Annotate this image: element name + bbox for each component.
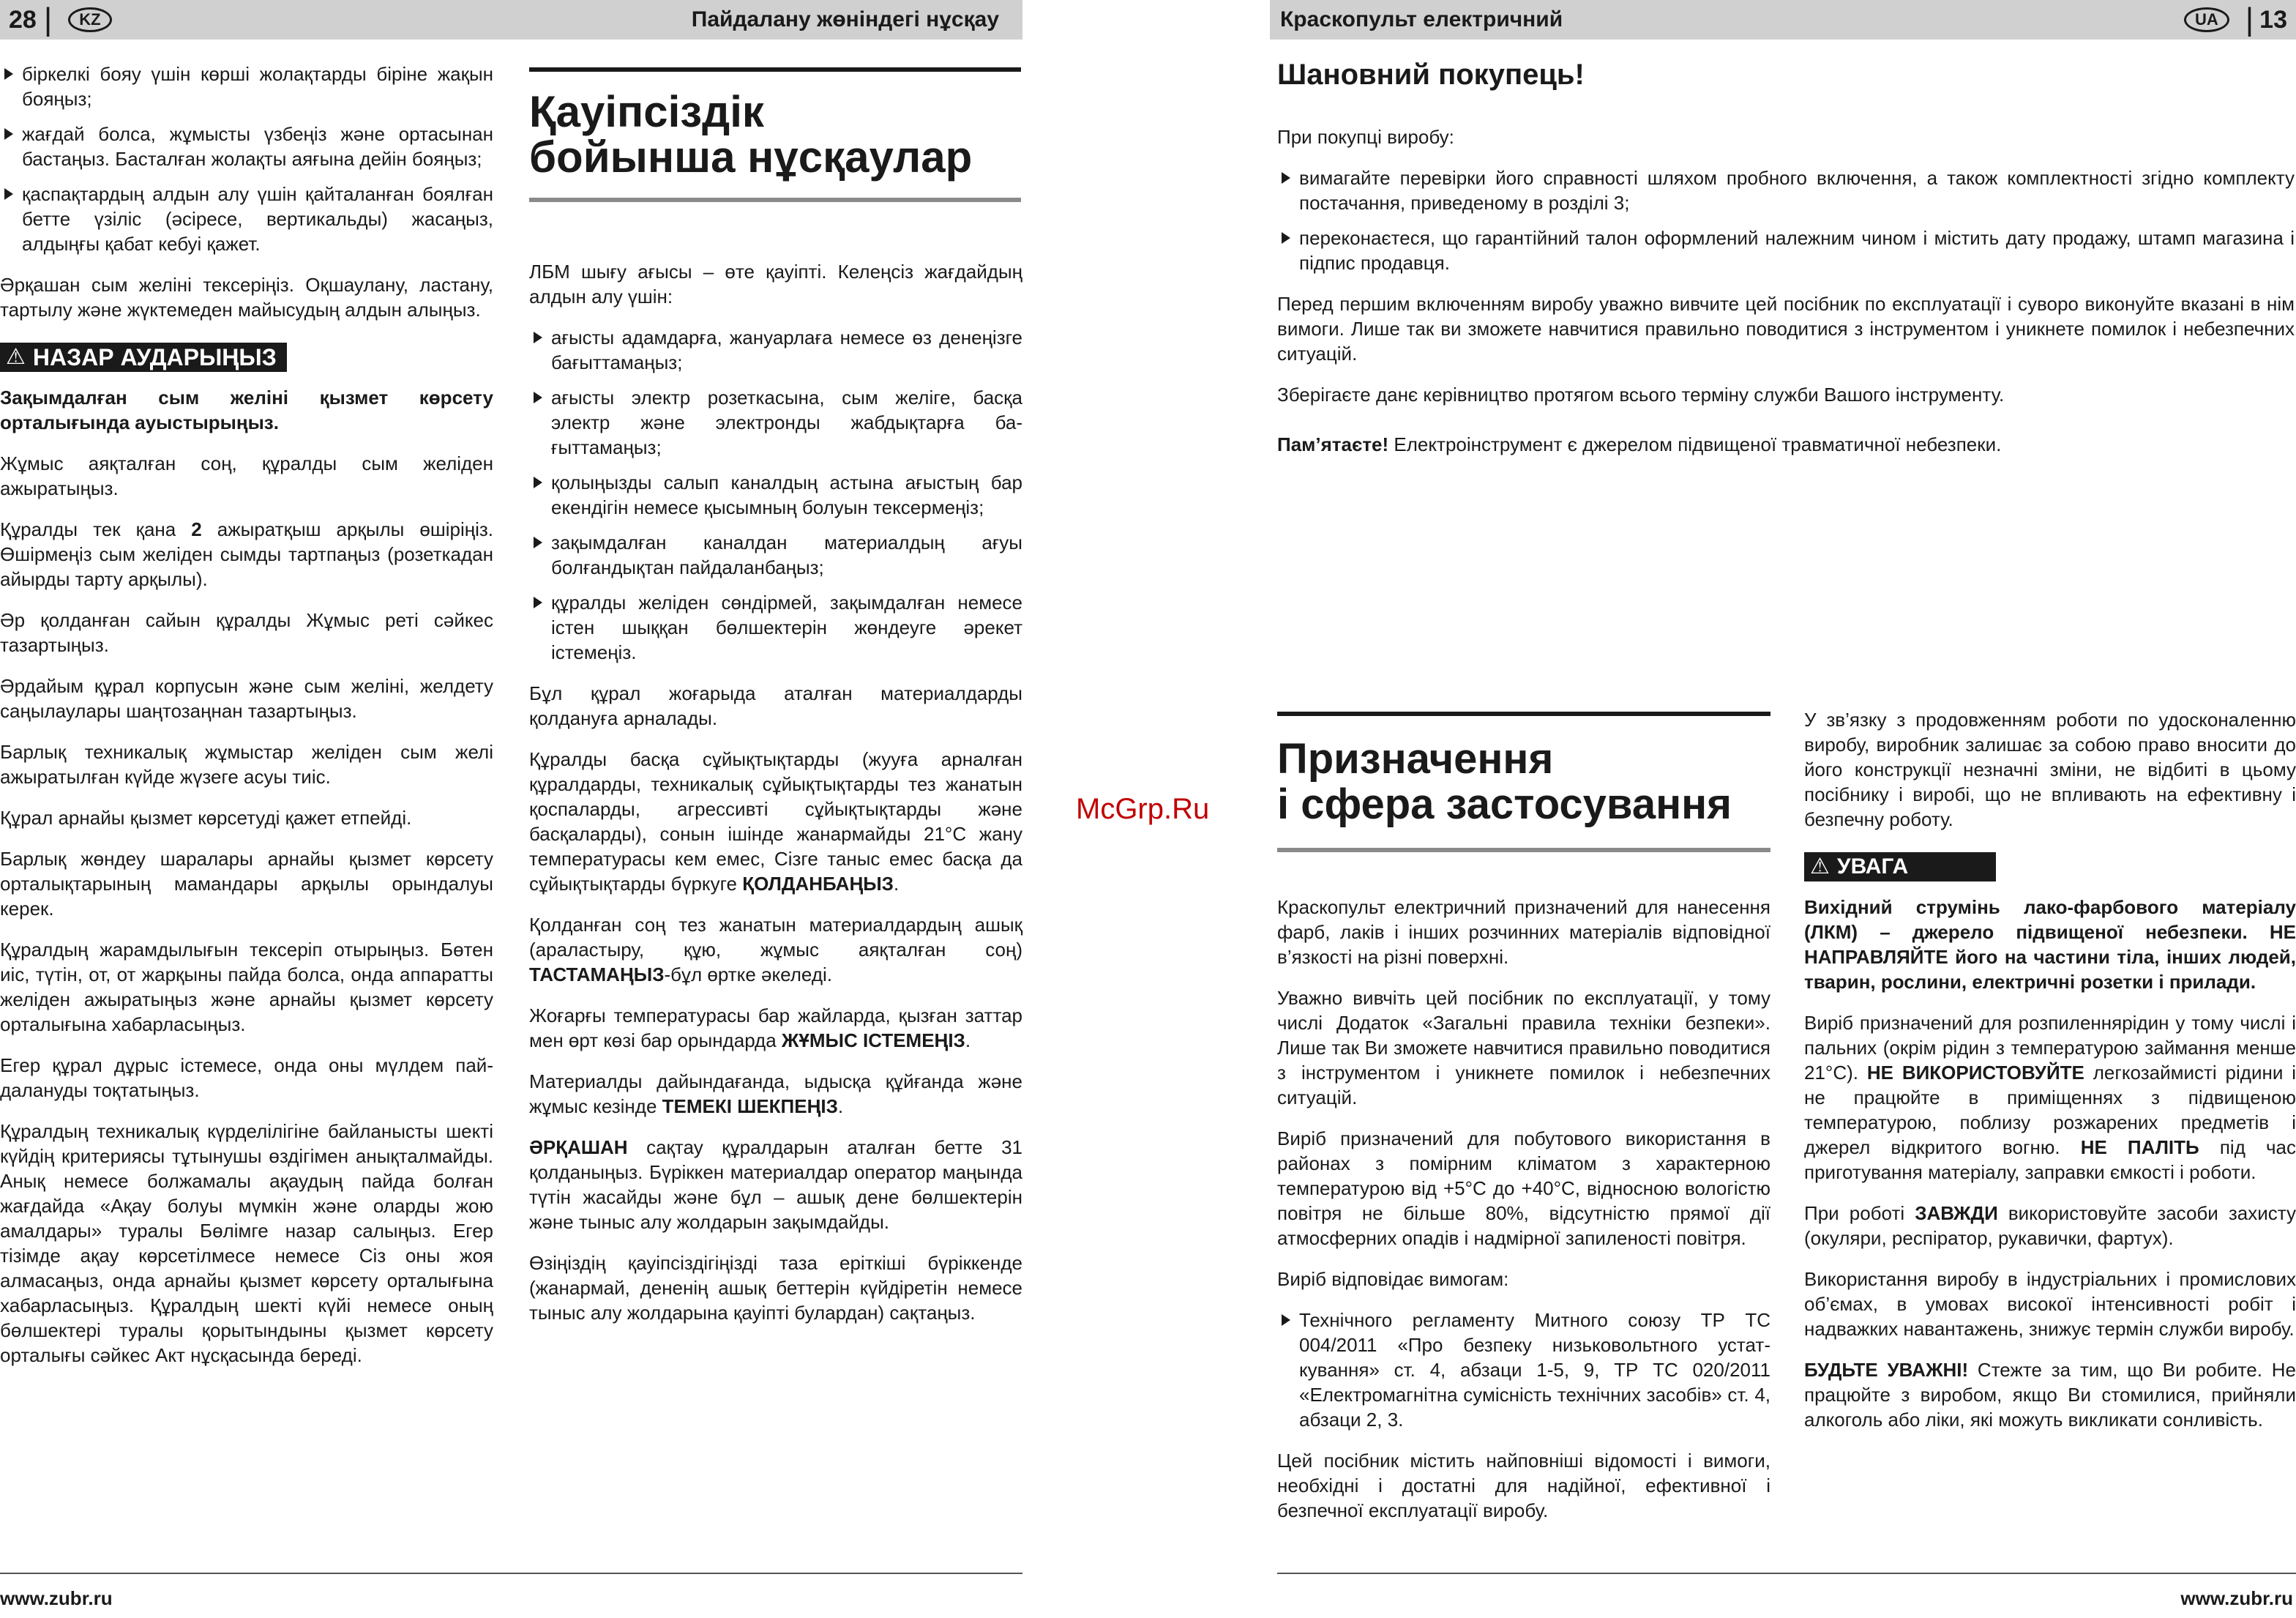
right-column-1 <box>1277 895 1770 1539</box>
emphasis: НЕ ПАЛІТЬ <box>2080 1136 2199 1158</box>
right-column-2 <box>1804 707 2296 1448</box>
right-intro <box>1277 124 2295 473</box>
list-item: ағысты адамдарға, жануарлаға немесе өз денеңізге бағыттамаңыз; <box>529 325 1022 375</box>
paragraph: Зберігаєте данє керівництво протягом всього терміну служби Вашого інструменту. <box>1277 384 2005 406</box>
text: використовуйте засоби захисту (окуляри, респіратор, рукавички, фартух). <box>1804 1202 2296 1249</box>
title-line: Қауіпсіздік <box>529 87 764 136</box>
right-page <box>1270 0 2296 1618</box>
paragraph: Використання виробу в індустріальних і промислових об’ємах, в умовах високої інтенсивності робіт і надважких навантажень, знижує термін служби виробу. <box>1804 1268 2296 1340</box>
warning-notice: Зақымдалған сым желіні қызмет көрсету орталығында ауыстырыңыз. <box>0 387 493 433</box>
text: . <box>893 873 900 895</box>
paragraph: Әрқашан сым желіні тексеріңіз. Оқшаулану, ластану, тартылу және жүктемеден майысудың алдын алыңыз. <box>0 274 493 321</box>
text: Материалды дайындағанда, ыдысқа құйғанда және жұмыс кезінде <box>529 1070 1022 1117</box>
text: Жоғарғы температурасы бар жайларда, қызған заттар мен өрт көзі бар орындарда <box>529 1004 1022 1051</box>
warning-banner <box>0 343 287 372</box>
list-item: жағдай болса, жұмысты үзбеңіз және ортасынан бастаңыз. Басталған жолақты аяғына дейін бояңыз; <box>0 122 493 171</box>
warning-banner <box>1804 852 1996 881</box>
list-item: Технічного регламенту Митного союзу ТР ТС 004/2011 «Про безпеку низьковольтного устаткування» ст. 4, абзаци 1-5, 9, ТР ТС 020/2011 «Електромагнітна сумісність технічних засобів» ст. 4, абзаци 2, 3. <box>1277 1308 1770 1432</box>
text: Виріб призначений для розпиленнярідин у тому числі і пальних (окрім рідин з температурою займання менше 21°С). <box>1804 1012 2296 1084</box>
warning-label: НАЗАР АУДАРЫҢЫЗ <box>32 344 277 370</box>
warning-label: УВАГА <box>1836 854 1909 879</box>
right-header <box>1270 0 2296 40</box>
title-line: Призначення <box>1277 735 1554 783</box>
text: . <box>837 1095 844 1117</box>
paragraph: Құралдың техникалық күрделілігіне байланысты шекті күйдің критерияcы тұтынушы өздігімен анықталмайды. Анық немесе болжамалы ақаудың пайда болған жағдайда «Ақау болуы мүмкін және оларды жою амалдары» туралы Бөлімге назар салыңыз. Егер тізімде ақау көрсетілмесе немесе Сіз оны жоя алмасаңыз, онда арнайы қызмет көрсету орталығына хабарласыңыз. Құралдың шекті күйі немесе оның бөлшектері туралы қорытындыны қызмет көрсету орталығы сәйкес Акт нұсқасында береді. <box>0 1120 493 1366</box>
footer-rule <box>1277 1573 2296 1574</box>
list-item: зақымдалған каналдан материалдың ағуы болғандықтан пайдаланбаңыз; <box>529 530 1022 580</box>
text: сақтау құралдарын аталған бетте 31 қолданыңыз. Бүріккен материалдар оператор маңында түтін жасайды және бұл – ашық дене бөлшектерін және тыныс алу жолдарын зақымдайды. <box>529 1136 1022 1233</box>
page-number: 13 <box>2259 5 2287 34</box>
paragraph: У зв’язку з продовженням роботи по удосконаленню виробу, виробник залишає за собою право вносити до його конструкції незначні зміни, не відбиті в цьому посібнику і виробі, що не впливають на ефективну і безпечну роботу. <box>1804 709 2296 830</box>
header-divider: | <box>43 1 53 37</box>
paragraph <box>529 1135 1022 1234</box>
paragraph <box>1804 1357 2296 1432</box>
paragraph: Виріб відповідає вимогам: <box>1277 1268 1509 1290</box>
greeting: Шановний покупець! <box>1277 59 1585 91</box>
text: Құралды басқа сұйықтықтарды (жууға арналған құралдарды, техникалық сұйықтықтарды тез жанатын қоспаларды, агрессивті сұйықтықтарды және басқаларды), сонын ішінде жанармайды 21°С жану температурасы кем емес, Сізге таныс емес басқа да сұйықтықтарды бүркуге <box>529 748 1022 895</box>
paragraph: При покупці виробу: <box>1277 126 1454 148</box>
paragraph <box>1804 1010 2296 1185</box>
bullet-list <box>529 325 1022 665</box>
paragraph: Барлық жөндеу шаралары арнайы қызмет көрсету орталықтарының мамандары арқылы орындалуы керек. <box>0 848 493 920</box>
left-header <box>0 0 1022 40</box>
header-title: Пайдалану жөніндегі нұсқау <box>691 7 999 31</box>
left-page <box>0 0 1025 1618</box>
list-item: қаспақтардың алдын алу үшін қайталанған боялған бетте үзіліс (әсіресе, вертикальды) жасаңыз, алдыңғы қабат кебуі қажет. <box>0 182 493 256</box>
paragraph: Әрдайым құрал корпусын және сым желіні, желдету саңылаулары шаңтозаңнан тазартыңыз. <box>0 675 493 722</box>
text: При роботі <box>1804 1202 1915 1224</box>
paragraph <box>529 1069 1022 1119</box>
emphasis: НЕ ВИКОРИСТОВУЙТЕ <box>1866 1062 2084 1084</box>
emphasis: БУДЬТЕ УВАЖНІ! <box>1804 1359 1969 1381</box>
section-title <box>1277 716 1770 827</box>
text: Құралды тек қана <box>0 518 192 540</box>
paragraph <box>529 1003 1022 1053</box>
paragraph <box>1277 432 2295 457</box>
paragraph: Өзіңіздің қауіпсіздігіңізді таза еріткіші бүріккенде (жанармай, дененің ашық беттерін күйдіретін немесе тыныс алу жолдарына қауіпті булардан) сақтаңыз. <box>529 1252 1022 1324</box>
paragraph: Перед першим включенням виробу уважно вивчите цей посібник по експлуатації і суворо виконуйте вказані в нім вимоги. Лише так ви зможете навчитися правильно поводитися з інструментом і уникнете помилок і небезпечних ситуацій. <box>1277 293 2295 365</box>
section-heading-purpose <box>1277 712 1770 852</box>
left-column-1 <box>0 61 493 1384</box>
paragraph: Цей посібник містить найповніші відомості і вимоги, необхідні і достатні для надійної, ефективної і безпечної експлуатації виробу. <box>1277 1450 1770 1521</box>
title-line: бойынша нұсқаулар <box>529 133 973 182</box>
list-item: переконаєтеся, що гарантійний талон оформлений належним чином і містить дату продажу, штамп магазина і підпис продавця. <box>1277 225 2295 275</box>
paragraph: Құрал арнайы қызмет көрсетуді қажет етпейді. <box>0 807 412 829</box>
switch-number: 2 <box>191 518 202 540</box>
text: Стежте за тим, що Ви робите. Не працюйте з виробом, якщо Ви стомилися, прийняли алкоголь або ліки, які можуть викликати сонливість. <box>1804 1359 2296 1431</box>
emphasis: ӘРҚАШАН <box>529 1136 628 1158</box>
emphasis: ЗАВЖДИ <box>1915 1202 1998 1224</box>
paragraph: Жұмыс аяқталған соң, құралды сым желіден ажыратыңыз. <box>0 452 493 499</box>
paragraph: Әр қолданған сайын құралды Жұмыс реті сәйкес тазартыңыз. <box>0 609 493 656</box>
list-item: құралды желіден сөндірмей, зақымдалған немесе істен шыққан бөлшектерін жөндеуге әрекет істемеңіз. <box>529 590 1022 665</box>
text: під час приготування матеріалу, заправки ємкості і роботи. <box>1804 1136 2296 1183</box>
paragraph <box>0 517 493 592</box>
page-number: 28 <box>9 5 37 34</box>
language-badge: KZ <box>68 7 111 32</box>
language-badge: UA <box>2184 7 2229 32</box>
bullet-list <box>1277 165 2295 275</box>
paragraph: Виріб призначений для побутового використання в районах з помірним кліматом з характерною температурою від +5°С до +40°С, відносною вологістю повітря не більше 80%, відсутністю прямої дії атмосферних опадів і надмірної запиленості повітря. <box>1277 1127 1770 1249</box>
bullet-list <box>0 61 493 256</box>
paragraph <box>1804 1201 2296 1250</box>
footer-url: www.zubr.ru <box>2180 1587 2293 1609</box>
warning-icon: ⚠ <box>6 345 26 369</box>
warning-notice: Вихідний струмінь лако-фарбового матеріалу (ЛКМ) – джерело підвищеної небезпеки. НЕ НАПРАВЛЯЙТЕ його на частини тіла, інших людей, тварин, рослини, електричні розетки і прилади. <box>1804 896 2296 993</box>
list-item: біркелкі бояу үшін көрші жолақтарды біріне жақын бояңыз; <box>0 61 493 111</box>
footer-url: www.zubr.ru <box>0 1587 113 1609</box>
bullet-list <box>1277 1308 1770 1432</box>
list-item: қолыңызды салып каналдың астына ағыстың бар екендігін немесе қысымның болуын тексермеңіз; <box>529 470 1022 520</box>
paragraph: Барлық техникалық жұмыстар желіден сым желі ажыратылған күйде жүзеге асуы тиіс. <box>0 741 493 788</box>
warning-icon: ⚠ <box>1810 854 1830 879</box>
paragraph: ЛБМ шығу ағысы – өте қауіпті. Келеңсіз жағдайдың алдын алу үшін: <box>529 261 1022 307</box>
header-divider: | <box>2245 1 2254 37</box>
paragraph <box>529 747 1022 896</box>
section-title <box>529 72 1021 180</box>
emphasis: Пам’ятаєте! <box>1277 433 1389 455</box>
text: легкозаймисті рідини і не працюйте в приміщеннях з підвищеною температурою, поблизу розжарених предметів і джерел відкритого вогню. <box>1804 1062 2296 1158</box>
list-item: ағысты электр розеткасына, сым желіге, басқа электр және электронды жабдықтарға бағыттамаңыз; <box>529 385 1022 460</box>
emphasis: ЖҰМЫС ІСТЕМЕҢІЗ <box>781 1029 965 1051</box>
emphasis: ТЕМЕКІ ШЕКПЕҢІЗ <box>662 1095 838 1117</box>
paragraph: Бұл құрал жоғарыда аталған материалдарды қолдануға арналады. <box>529 682 1022 729</box>
left-column-2 <box>529 259 1022 1341</box>
emphasis: ҚОЛДАНБАҢЫЗ <box>742 873 894 895</box>
text: Електроінструмент є джерелом підвищеної травматичної небезпеки. <box>1388 433 2002 455</box>
emphasis: ТАСТАМАҢЫЗ <box>529 963 665 985</box>
text: -бұл өртке әкеледі. <box>664 963 832 985</box>
paragraph <box>529 912 1022 987</box>
paragraph: Краскопульт електричний призначений для нанесення фарб, лаків і інших розчинних матеріалів відповідної в’язкості на різні поверхні. <box>1277 896 1770 968</box>
title-line: і сфера застосування <box>1277 780 1732 828</box>
list-item: вимагайте перевірки його справності шляхом пробного включення, а також комплектності згідно комплекту постачання, приведеному в розділі 3; <box>1277 165 2295 215</box>
text: ажыратқыш арқылы өшіріңіз. Өшірмеңіз сым желіден сымды тартпаңыз (розеткадан айырды тарту арқылы). <box>0 518 493 590</box>
watermark: McGrp.Ru <box>1076 793 1210 825</box>
text: Қолданған соң тез жанатын материалдардың ашық (араластыру, құю, жұмыс аяқталған соң) <box>529 914 1022 961</box>
paragraph: Егер құрал дұрыс істемесе, онда оны мүлдем пайдалануды тоқтатыңыз. <box>0 1054 493 1101</box>
section-heading-safety <box>529 67 1021 202</box>
footer-rule <box>0 1573 1022 1574</box>
text: . <box>965 1029 971 1051</box>
header-title: Краскопульт електричний <box>1280 7 1563 31</box>
paragraph: Уважно вивчіть цей посібник по експлуатації, у тому числі Додаток «Загальні правила техніки безпеки». Лише так Ви зможете навчитися правильно поводитися з інструментом і уникнете помилок і небезпечних ситуацій. <box>1277 987 1770 1108</box>
paragraph: Құралдың жарамдылығын тексеріп отырыңыз. Бөтен иіс, түтін, от, от жарқыны пайда болса, онда аппаратты желіден ажыратыңыз және арнайы қызмет көрсету орталығына хабарласыңыз. <box>0 939 493 1035</box>
